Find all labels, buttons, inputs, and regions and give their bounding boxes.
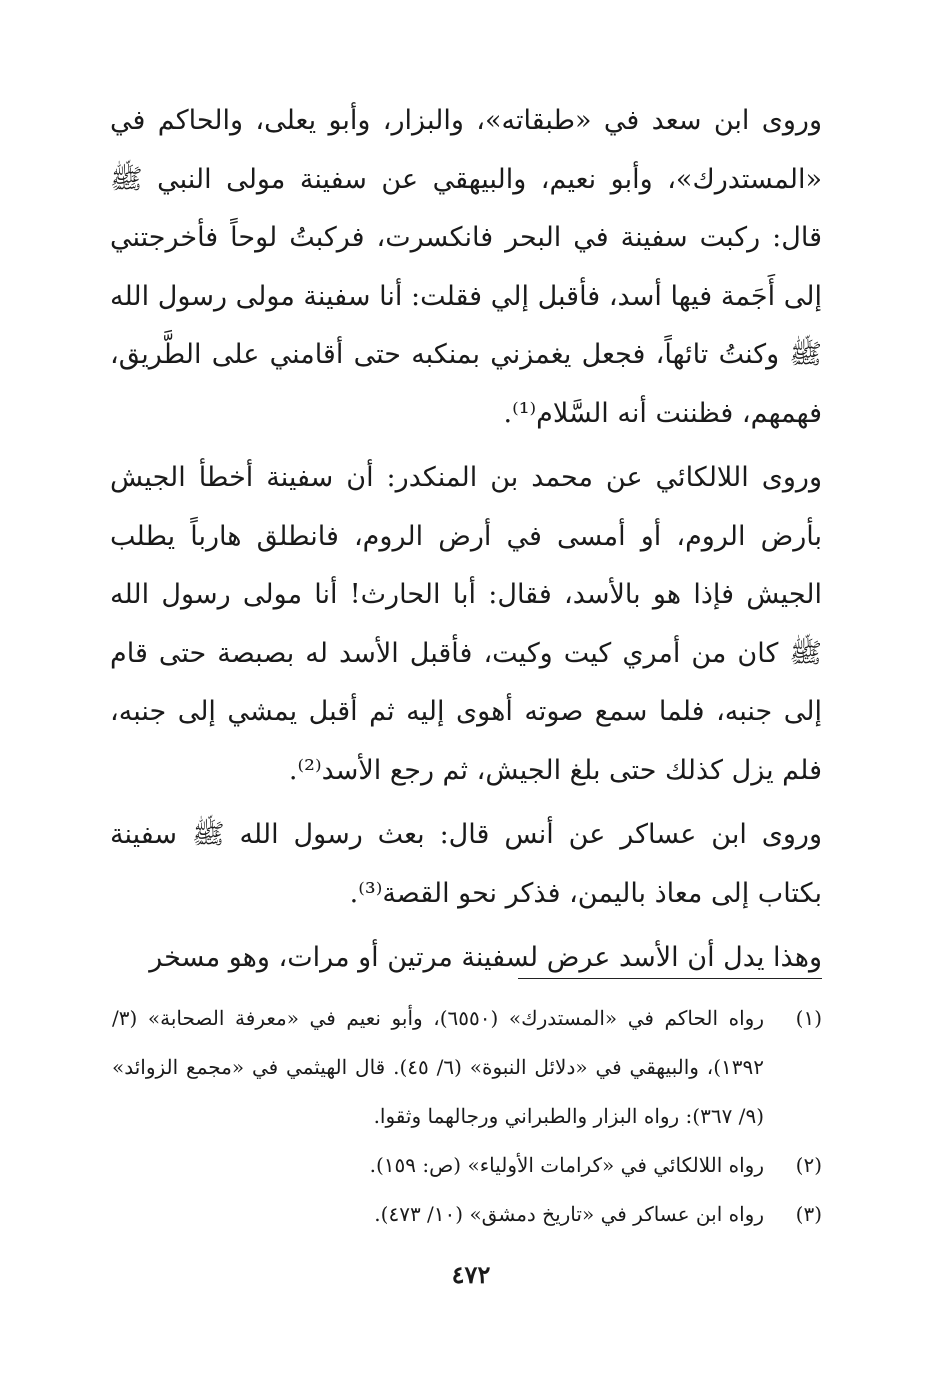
footnote-2	[112, 1141, 822, 1190]
footnote-1	[112, 994, 822, 1141]
footnote-divider	[518, 978, 822, 979]
footnotes	[112, 994, 822, 1239]
footnote-text: رواه اللالكائي في «كرامات الأولياء» (ص: ١٥٩).	[369, 1153, 764, 1177]
footnote-number: (٣)	[795, 1202, 822, 1226]
paragraph-3: وروى ابن عساكر عن أنس قال: بعث رسول الله ﷺ سفينة بكتاب إلى معاذ باليمن، فذكر نحو القصة⁽³⁾.	[110, 819, 822, 909]
paragraph-1: وروى ابن سعد في «طبقاته»، والبزار، وأبو يعلى، والحاكم في «المستدرك»، وأبو نعيم، والبيهقي عن سفينة مولى النبي ﷺ قال: ركبت سفينة في البحر فانكسرت، فركبتُ لوحاً فأخرجتني إلى أَجَمة فيها أسد، فأقبل إلي فقلت: أنا سفينة مولى رسول الله ﷺ وكنتُ تائهاً، فجعل يغمزني بمنكبه حتى أقامني على الطَّريق، فهمهم، فظننت أنه السَّلام⁽¹⁾.	[110, 105, 822, 429]
footnote-3	[112, 1190, 822, 1239]
paragraph-4: وهذا يدل أن الأسد عرض لسفينة مرتين أو مرات، وهو مسخر	[149, 942, 822, 973]
paragraph-2: وروى اللالكائي عن محمد بن المنكدر: أن سفينة أخطأ الجيش بأرض الروم، أو أمسى في أرض الروم، فانطلق هارباً يطلب الجيش فإذا هو بالأسد، فقال: أبا الحارث! أنا مولى رسول الله ﷺ كان من أمري كيت وكيت، فأقبل الأسد له بصبصة حتى قام إلى جنبه، فلما سمع صوته أهوى إليه ثم أقبل يمشي إلى جنبه، فلم يزل كذلك حتى بلغ الجيش، ثم رجع الأسد⁽²⁾.	[110, 462, 822, 786]
page-number: ٤٧٢	[451, 1260, 491, 1289]
footnote-text: رواه ابن عساكر في «تاريخ دمشق» (١٠/ ٤٧٣).	[374, 1202, 764, 1226]
footnote-text: رواه الحاكم في «المستدرك» (٦٥٥٠)، وأبو نعيم في «معرفة الصحابة» (٣/ ١٣٩٢)، والبيهقي في «دلائل النبوة» (٦/ ٤٥). قال الهيثمي في «مجمع الزوائد» (٩/ ٣٦٧): رواه البزار والطبراني ورجالهما وثقوا.	[112, 1006, 764, 1128]
footnote-number: (١)	[795, 1006, 822, 1030]
main-text	[110, 92, 822, 988]
footnote-number: (٢)	[795, 1153, 822, 1177]
